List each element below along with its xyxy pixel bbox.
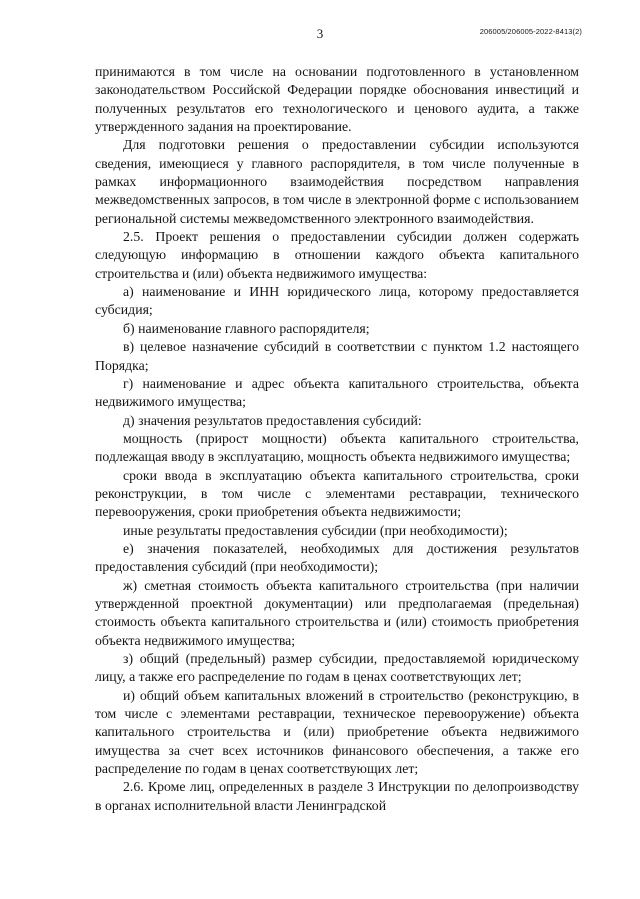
list-item: е) значения показателей, необходимых для достижения результатов предоставления субсидий (при необходимости); [95,540,579,575]
page-number: 3 [316,26,324,41]
list-item: з) общий (предельный) размер субсидии, предоставляемой юридическому лицу, а также его распределение по годам в ценах соответствующих лет; [95,651,579,685]
paragraph: Для подготовки решения о предоставлении субсидии используются сведения, имеющиеся у главного распорядителя, в том числе полученные в рамках информационного взаимодействия посредством направления межведомственных запросов, в том числе в электронной форме с использованием региональной системы межведомственного электронного взаимодействия. [95,137,579,226]
paragraph: 2.6. Кроме лиц, определенных в разделе 3 Инструкции по делопроизводству в органах исполнительной власти Ленинградской [95,779,579,813]
list-item: б) наименование главного распорядителя; [123,320,370,336]
list-item: и) общий объем капитальных вложений в строительство (реконструкцию, в том числе с элементами реставрации, техническое перевооружение) объекта капитального строительства и (или) приобретение объекта недвижимого имущества за счет всех источников финансового обеспечения, а также его распределение по годам в ценах соответствующих лет; [95,687,579,777]
paragraph: 2.5. Проект решения о предоставлении субсидии должен содержать следующую информацию в отношении каждого объекта капитального строительства и (или) объекта недвижимого имущества: [95,229,579,281]
list-item: д) значения результатов предоставления субсидий: [123,412,422,428]
paragraph: принимаются в том числе на основании подготовленного в установленном законодательством Российской Федерации порядке обоснования инвестиций и полученных результатов его технологического и ценового аудита, а также утвержденного задания на проектирование. [95,64,579,135]
document-body [95,63,579,815]
list-item: мощность (прирост мощности) объекта капитального строительства, подлежащая вводу в эксплуатацию, мощность объекта недвижимого имущества; [95,430,579,465]
list-item: ж) сметная стоимость объекта капитального строительства (при наличии утвержденной проектной документации) или предполагаемая (предельная) стоимость объекта капитального строительства и (или) стоимость приобретения объекта недвижимого имущества; [95,577,579,648]
list-item: сроки ввода в эксплуатацию объекта капитального строительства, сроки реконструкции, в том числе с элементами реставрации, технического перевооружения, сроки приобретения объекта недвижимости; [95,467,579,520]
list-item: а) наименование и ИНН юридического лица, которому предоставляется субсидия; [95,284,579,318]
list-item: г) наименование и адрес объекта капитального строительства, объекта недвижимого имущества; [95,375,579,410]
list-item: в) целевое назначение субсидий в соответствии с пунктом 1.2 настоящего Порядка; [95,339,579,373]
document-id: 206005/206005-2022-8413(2) [479,27,582,36]
list-item: иные результаты предоставления субсидии (при необходимости); [123,522,508,538]
